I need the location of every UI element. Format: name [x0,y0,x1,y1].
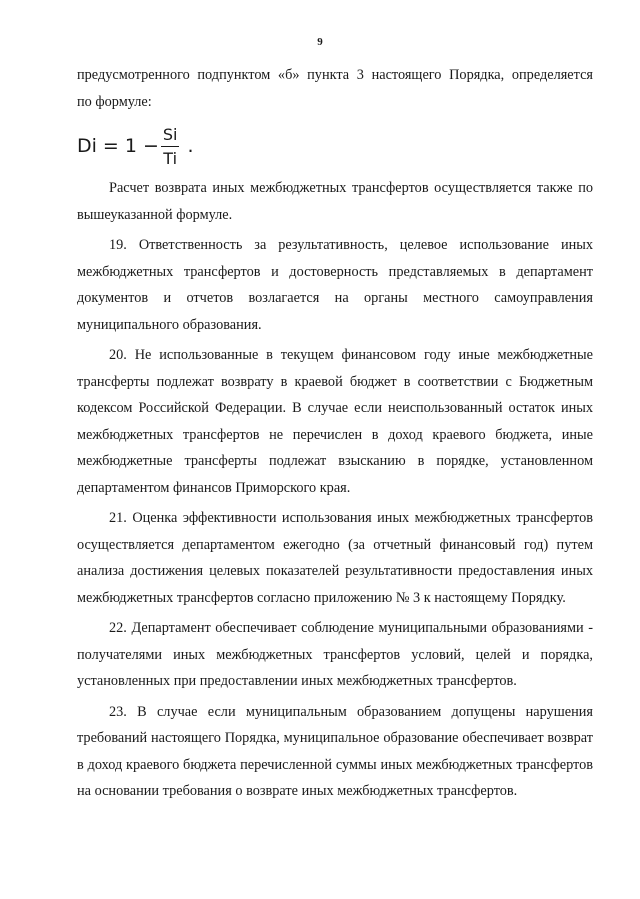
paragraph-calculation: Расчет возврата иных межбюджетных трансфертов осуществляется также по вышеуказанной формуле. [77,180,593,223]
formula-numerator: Si [161,124,180,147]
formula-fraction [161,124,180,169]
formula-lhs: Di [77,134,97,157]
paragraph-20: 20. Не использованные в текущем финансовом году иные межбюджетные трансферты подлежат возврату в краевой бюджет в соответствии с Бюджетным кодексом Российской Федерации. В случае если неиспользованный остаток иных межбюджетных трансфертов не перечислен в доход краевого бюджета, иные межбюджетные трансферты подлежат взысканию в порядке, установленном департаментом финансов Приморского края. [77,347,593,496]
paragraph-22: 22. Департамент обеспечивает соблюдение муниципальными образованиями - получателями иных межбюджетных трансфертов условий, целей и порядка, установленных при предоставлении иных межбюджетных трансфертов. [77,620,593,689]
intro-line-1: предусмотренного подпунктом «б» пункта 3 настоящего Порядка, определяется [77,67,593,83]
paragraph-19: 19. Ответственность за результативность, целевое использование иных межбюджетных трансфертов и достоверность представляемых в департамент документов и отчетов возлагается на органы местного самоуправления муниципального образования. [77,237,593,333]
page-number: 9 [317,36,323,48]
formula-equals: = [102,134,119,157]
paragraph-23: 23. В случае если муниципальным образованием допущены нарушения требований настоящего Порядка, муниципальное образование обеспечивает возврат в доход краевого бюджета перечисленной суммы иных межбюджетных трансфертов на основании требования о возврате иных межбюджетных трансфертов. [77,703,593,799]
formula-one: 1 [124,134,137,157]
document-body [77,62,593,805]
formula-period: . [187,134,194,157]
intro-line-2: по формуле: [77,93,152,110]
formula [77,117,593,175]
formula-denominator: Ti [163,148,178,168]
paragraph-21: 21. Оценка эффективности использования иных межбюджетных трансфертов осуществляется департаментом ежегодно (за отчетный финансовый год) путем анализа достижения целевых показателей результативности предоставления иных межбюджетных трансфертов согласно приложению № 3 к настоящему Порядку. [77,510,593,606]
formula-minus: − [142,134,159,157]
